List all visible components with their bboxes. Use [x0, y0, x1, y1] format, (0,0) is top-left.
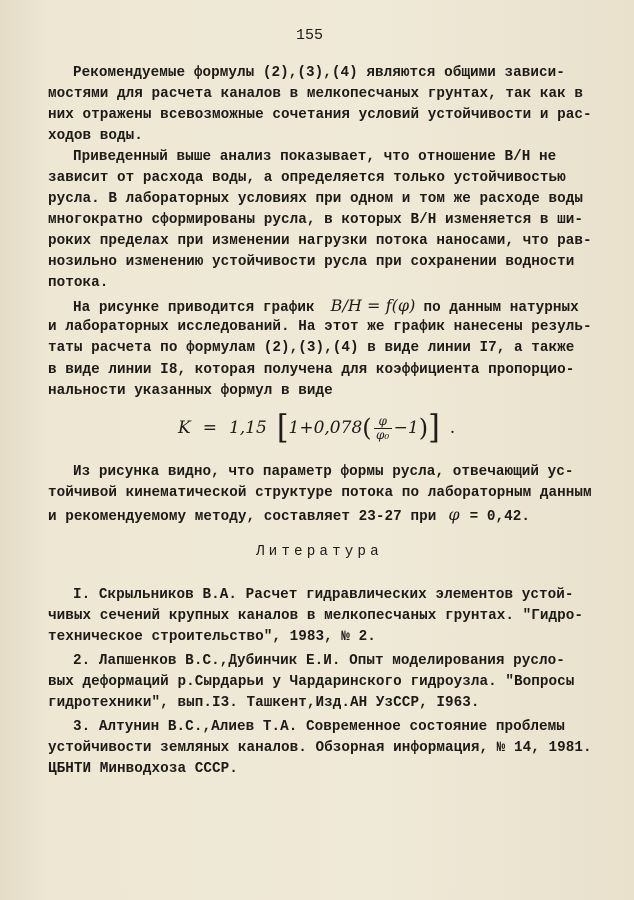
reference-line: 2. Лапшенков В.С.,Дубинчик Е.И. Опыт моделирования русло-	[73, 653, 565, 669]
formula-equals: =	[202, 418, 217, 438]
paragraph-line	[73, 298, 579, 315]
formula-lhs: K	[178, 418, 191, 438]
paragraph-line: Приведенный выше анализ показывает, что отношение B/H не	[73, 149, 557, 165]
paragraph-line: нозильно изменению устойчивости русла при сохранении водности	[48, 254, 575, 270]
paragraph-line: мостями для расчета каналов в мелкопесчаных грунтах, так как в	[48, 86, 584, 102]
paragraph-line: зависит от расхода воды, а определяется только устойчивостью	[48, 170, 566, 186]
paragraph-line: потока.	[48, 275, 109, 291]
paragraph-line: нальности указанных формул в виде	[48, 383, 333, 399]
reference-line: устойчивости земляных каналов. Обзорная информация, № 14, 1981.	[48, 740, 592, 756]
formula-inner: 1+0,078	[288, 418, 363, 438]
paragraph-line: тойчивой кинематической структуре потока по лабораторным данным	[48, 485, 592, 501]
fraction-numerator: φ	[378, 413, 387, 428]
paragraph-line: них отражены всевозможные сочетания условий устойчивости и рас-	[48, 107, 592, 123]
phi-symbol: φ	[448, 505, 460, 524]
paragraph-line: многократно сформированы русла, в которых B/H изменяется в ши-	[48, 212, 584, 228]
reference-line: чивых сечений крупных каналов в мелкопесчаных грунтах. "Гидро-	[48, 608, 584, 624]
formula-coefficient: 1,15	[228, 418, 267, 438]
literature-heading: Литература	[256, 544, 383, 560]
paragraph-line: таты расчета по формулам (2),(3),(4) в виде линии I7, а также	[48, 340, 575, 356]
reference-line: гидротехники", вып.I3. Ташкент,Изд.АН УзССР, I963.	[48, 695, 480, 711]
formula-period: .	[449, 418, 456, 438]
formula-fraction	[374, 415, 392, 441]
reference-line: I. Скрыльников В.А. Расчет гидравлических элементов устой-	[73, 587, 574, 603]
page-number: 155	[296, 27, 324, 44]
formula-minus-one: −1	[393, 418, 419, 438]
fraction-denominator: φ₀	[376, 427, 390, 442]
reference-line: ЦБНТИ Минводхоза СССР.	[48, 761, 238, 777]
text-run: = 0,42.	[469, 509, 531, 525]
graph-formula: B/H = f(φ)	[330, 296, 416, 315]
paragraph-line: Рекомендуемые формулы (2),(3),(4) являются общими зависи-	[73, 65, 565, 81]
coefficient-formula: K = 1,15 [ 1+0,078 ( $\frac{\varphi}{\text{φ₀}}$ −1 ) ] .	[178, 408, 456, 447]
paragraph-line	[48, 507, 530, 524]
paragraph-line: Из рисунка видно, что параметр формы русла, отвечающий ус-	[73, 464, 574, 480]
paragraph-line: ходов воды.	[48, 128, 143, 144]
reference-line: техническое строительство", 1983, № 2.	[48, 629, 376, 645]
text-run: и рекомендуемому методу, составляет 23-27 при	[48, 509, 437, 525]
paragraph-line: в виде линии I8, которая получена для коэффициента пропорцио-	[48, 362, 575, 378]
paragraph-line: и лабораторных исследований. На этот же график нанесены резуль-	[48, 319, 592, 335]
text-run: по данным натурных	[423, 300, 579, 316]
text-run: На рисунке приводится график	[73, 300, 315, 316]
reference-line: вых деформаций р.Сырдарьи у Чардаринского гидроузла. "Вопросы	[48, 674, 575, 690]
paragraph-line: роких пределах при изменении нагрузки потока наносами, что рав-	[48, 233, 592, 249]
reference-line: 3. Алтунин В.С.,Алиев Т.А. Современное состояние проблемы	[73, 719, 565, 735]
paragraph-line: русла. В лабораторных условиях при одном и том же расходе воды	[48, 191, 584, 207]
